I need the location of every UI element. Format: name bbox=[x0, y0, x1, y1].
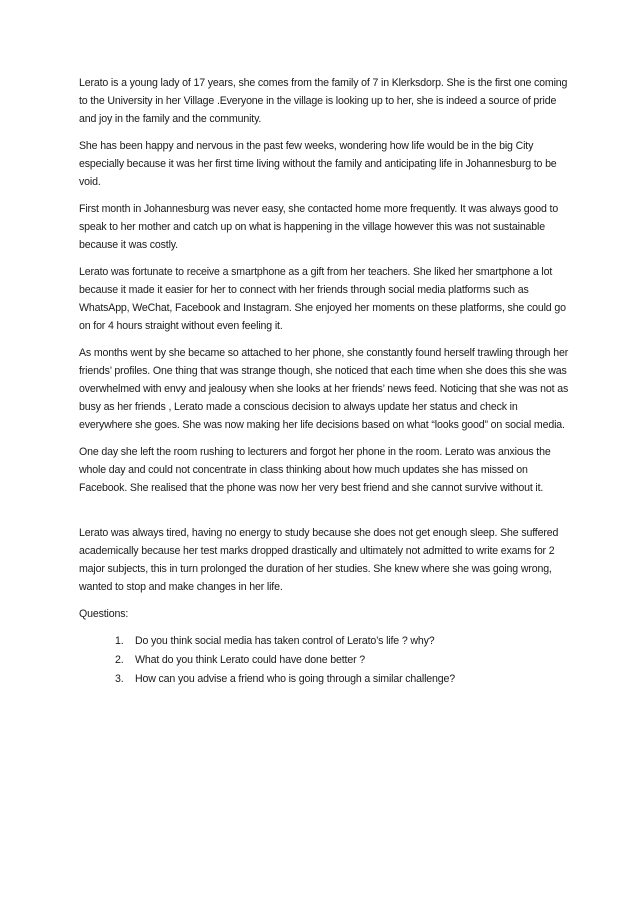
question-text: How can you advise a friend who is going through a similar challenge? bbox=[135, 673, 456, 685]
questions-heading: Questions: bbox=[79, 608, 129, 620]
question-text: What do you think Lerato could have done better ? bbox=[135, 654, 365, 666]
question-number: 3. bbox=[115, 673, 124, 685]
question-text: Do you think social media has taken control of Lerato’s life ? why? bbox=[135, 635, 435, 647]
question-number: 1. bbox=[115, 635, 124, 647]
question-item bbox=[79, 670, 569, 688]
question-number: 2. bbox=[115, 654, 124, 666]
document-body bbox=[79, 74, 569, 689]
paragraph-tired: Lerato was always tired, having no energy to study because she does not get enough sleep. She suffered academically because her test marks dropped drastically and ultimately not admitted to write exams for 2 major subjects, this in turn prolonged the duration of her studies. She knew where she was going wrong, wanted to stop and make changes in her life. bbox=[79, 527, 559, 593]
questions-list bbox=[79, 632, 569, 688]
paragraph-nervous: She has been happy and nervous in the past few weeks, wondering how life would be in the big City especially because it was her first time living without the family and anticipating life in Johannesburg to be void. bbox=[79, 140, 557, 188]
paragraph-forgot-phone: One day she left the room rushing to lecturers and forgot her phone in the room. Lerato was anxious the whole day and could not concentrate in class thinking about how much updates she has missed on Facebook. She realised that the phone was now her very best friend and she cannot survive without it. bbox=[79, 446, 551, 494]
paragraph-smartphone: Lerato was fortunate to receive a smartphone as a gift from her teachers. She liked her smartphone a lot because it made it easier for her to connect with her friends through social media platforms such as WhatsApp, WeChat, Facebook and Instagram. She enjoyed her moments on these platforms, she could go on for 4 hours straight without even feeling it. bbox=[79, 266, 566, 332]
question-item bbox=[79, 632, 569, 650]
paragraph-first-month: First month in Johannesburg was never easy, she contacted home more frequently. It was always good to speak to her mother and catch up on what is happening in the village however this was not sustainable because it was costly. bbox=[79, 203, 559, 251]
paragraph-attached: As months went by she became so attached to her phone, she constantly found herself trawling through her friends’ profiles. One thing that was strange though, she noticed that each time when she does this she was overwhelmed with envy and jealousy when she looks at her friends’ news feed. Noticing that she was not as busy as her friends , Lerato made a conscious decision to always update her status and check in everywhere she goes. She was now making her life decisions based on what “looks good” on social media. bbox=[79, 347, 569, 431]
question-item bbox=[79, 651, 569, 669]
paragraph-intro: Lerato is a young lady of 17 years, she comes from the family of 7 in Klerksdorp. She is the first one coming to the University in her Village .Everyone in the village is looking up to her, she is indeed a source of pride and joy in the family and the community. bbox=[79, 77, 568, 125]
